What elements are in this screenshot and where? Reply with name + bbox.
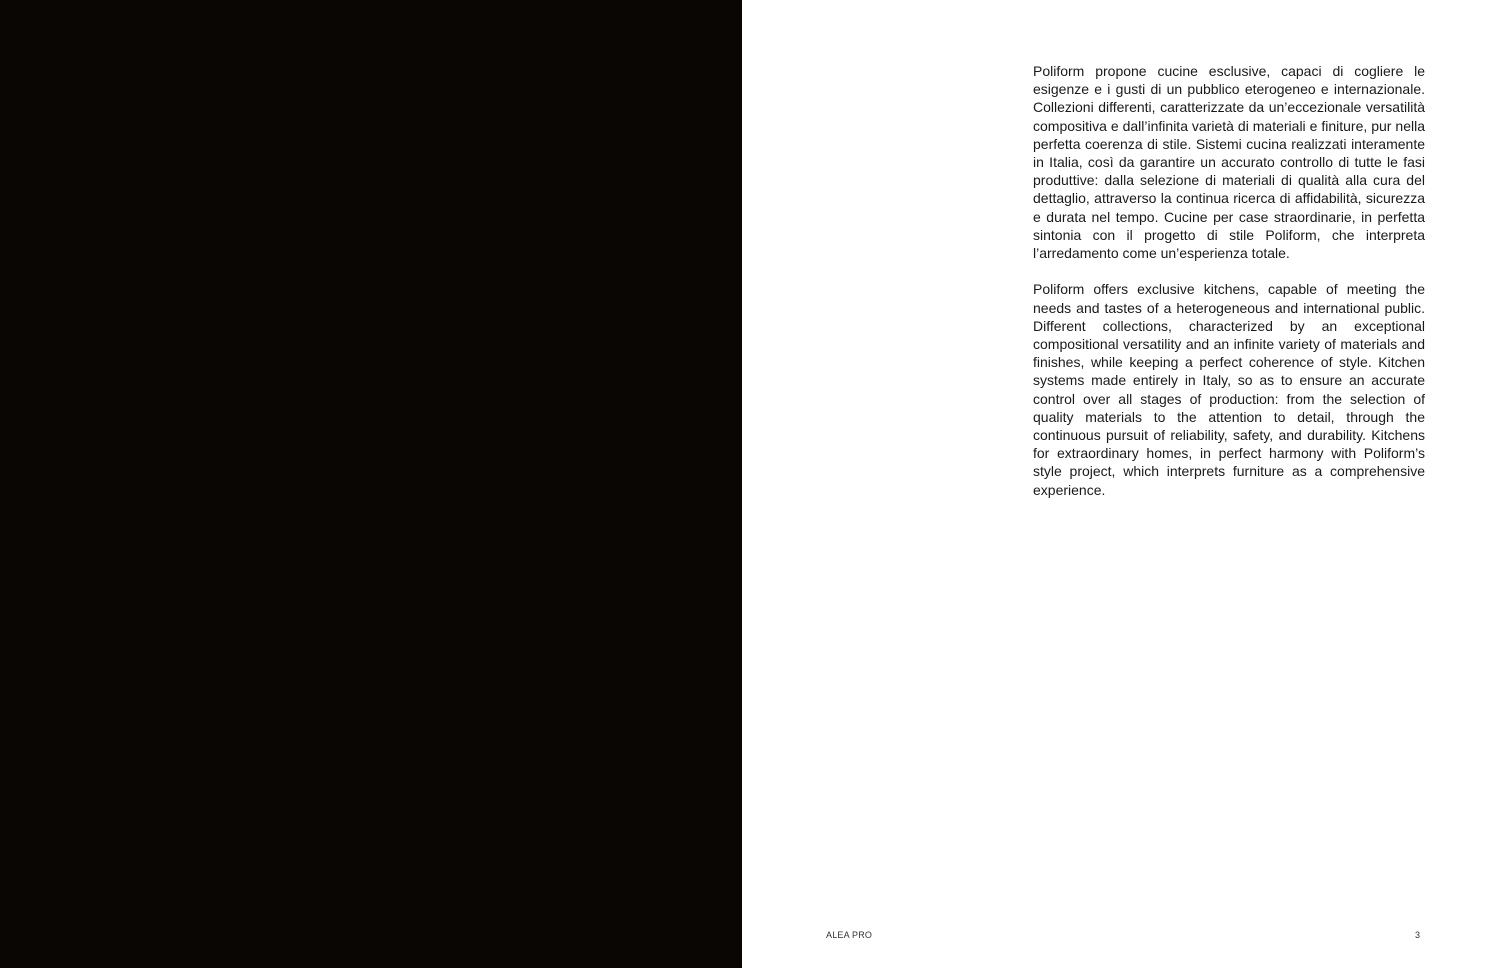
paragraph-italian: Poliform propone cucine esclusive, capaci di cogliere le esigenze e i gusti di un pubblico eterogeneo e internazionale. Collezioni differenti, caratterizzate da un’eccezionale versatilità compositiva e dall’infinita varietà di materiali e finiture, pur nella perfetta coerenza di stile. Sistemi cucina realizzati interamente in Italia, così da garantire un accurato controllo di tutte le fasi produttive: dalla selezione di materiali di qualità alla cura del dettaglio, attraverso la continua ricerca di affidabilità, sicurezza e durata nel tempo. Cucine per case straordinarie, in perfetta sintonia con il progetto di stile Poliform, che interpreta l’arredamento come un’esperienza totale.	[1033, 63, 1425, 262]
footer-collection-label: ALEA PRO	[826, 930, 873, 940]
paragraph-english: Poliform offers exclusive kitchens, capable of meeting the needs and tastes of a heterogeneous and international public. Different collections, characterized by an exceptional compositional versatility and an infinite variety of materials and finishes, while keeping a perfect coherence of style. Kitchen systems made entirely in Italy, so as to ensure an accurate control over all stages of production: from the selection of quality materials to the attention to detail, through the continuous pursuit of reliability, safety, and durability. Kitchens for extraordinary homes, in perfect harmony with Poliform’s style project, which interprets furniture as a comprehensive experience.	[1033, 281, 1425, 498]
body-text-block	[1033, 62, 1425, 517]
page-number: 3	[1414, 930, 1420, 940]
right-page	[742, 0, 1485, 968]
left-page-black-panel	[0, 0, 742, 968]
